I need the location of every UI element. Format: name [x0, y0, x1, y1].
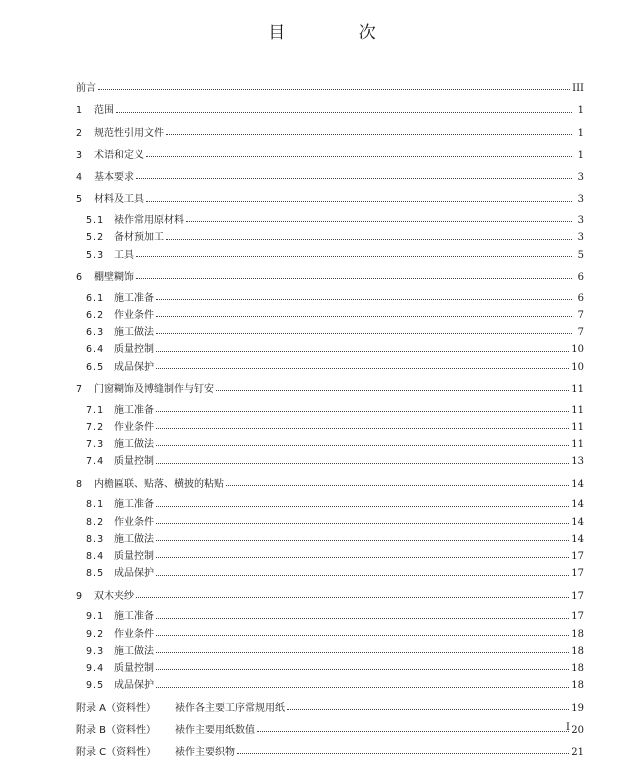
- toc-entry[interactable]: [76, 660, 584, 677]
- toc-entry-number: 9: [76, 590, 83, 602]
- toc-entry-label: 作业条件: [114, 516, 154, 528]
- toc-dot-leader: [156, 687, 569, 688]
- toc-entry-label: 施工做法: [114, 645, 154, 657]
- toc-dot-leader: [156, 445, 569, 446]
- toc-dot-leader: [136, 278, 572, 279]
- toc-entry[interactable]: [76, 324, 584, 341]
- toc-page-number: 3: [577, 215, 584, 226]
- toc-page-number: 18: [571, 645, 584, 657]
- toc-entry-label: 裱作主要用纸数值: [175, 724, 255, 736]
- toc-entry-label: 棚壁糊饰: [94, 271, 134, 283]
- toc-page-number: 1: [577, 149, 584, 161]
- toc-entry[interactable]: [76, 700, 584, 717]
- toc-dot-leader: [156, 351, 569, 352]
- toc-entry-label: 备材预加工: [114, 232, 164, 244]
- toc-page-number: 10: [571, 361, 584, 373]
- toc-entry-number: 8.4: [86, 551, 105, 562]
- toc-page-number: 10: [571, 344, 584, 356]
- toc-entry-number: 7.4: [86, 456, 105, 468]
- toc-dot-leader: [156, 652, 569, 653]
- toc-entry[interactable]: [76, 626, 584, 643]
- toc-dot-leader: [136, 178, 572, 179]
- toc-dot-leader: [136, 256, 572, 257]
- toc-entry[interactable]: [76, 229, 584, 246]
- toc-entry-label: 门窗糊饰及博缝制作与钉安: [94, 383, 214, 395]
- toc-entry-label: 裱作主要织物: [175, 747, 235, 758]
- toc-page-number: 7: [577, 327, 584, 338]
- toc-entry-label: 施工做法: [114, 533, 154, 545]
- toc-entry-number: 9.1: [86, 611, 105, 623]
- toc-entry[interactable]: [76, 496, 584, 513]
- page-title: 目 次: [268, 23, 410, 43]
- toc-entry-label: 成品保护: [114, 361, 154, 373]
- toc-entry-label: 作业条件: [114, 628, 154, 640]
- toc-page-number: 3: [577, 172, 584, 183]
- toc-dot-leader: [186, 221, 572, 222]
- toc-entry-label: 施工做法: [114, 327, 154, 338]
- toc-entry-label: 施工准备: [114, 499, 154, 511]
- toc-entry-label: 范围: [94, 105, 114, 117]
- toc-entry-label: 施工准备: [114, 404, 154, 416]
- toc-entry-number: 7.3: [86, 439, 105, 450]
- toc-entry-number: 7.1: [86, 404, 105, 416]
- toc-entry-label: 裱作常用原材料: [114, 215, 184, 226]
- toc-entry[interactable]: [76, 608, 584, 625]
- toc-entry-label: 质量控制: [114, 551, 154, 562]
- toc-dot-leader: [257, 731, 569, 732]
- toc-dot-leader: [156, 575, 569, 576]
- toc-entry[interactable]: [76, 359, 584, 376]
- toc-page-number: 11: [571, 383, 584, 395]
- toc-entry-number: 7.2: [86, 421, 105, 433]
- toc-entry-label: 质量控制: [114, 663, 154, 674]
- toc-entry[interactable]: [76, 269, 584, 286]
- toc-entry-label: 施工准备: [114, 611, 154, 623]
- toc-entry[interactable]: [76, 548, 584, 565]
- toc-entry-number: 8.5: [86, 568, 105, 580]
- toc-dot-leader: [156, 299, 572, 300]
- toc-entry-number: 9.4: [86, 663, 105, 674]
- toc-entry-number: 8.3: [86, 533, 105, 545]
- toc-entry-number: 6.3: [86, 327, 105, 338]
- toc-entry-label: 成品保护: [114, 680, 154, 692]
- toc-entry[interactable]: [76, 125, 584, 142]
- toc-entry-label: 工具: [114, 249, 134, 261]
- toc-dot-leader: [156, 618, 569, 619]
- toc-entry-number: 8: [76, 478, 83, 490]
- toc-entry[interactable]: [76, 381, 584, 398]
- toc-entry-label: 材料及工具: [94, 194, 144, 206]
- toc-entry-label: 成品保护: [114, 568, 154, 580]
- toc-entry[interactable]: [76, 290, 584, 307]
- toc-entry[interactable]: [76, 102, 584, 119]
- toc-dot-leader: [226, 485, 569, 486]
- toc-entry-label: 作业条件: [114, 421, 154, 433]
- toc-entry-label: 裱作各主要工序常规用纸: [175, 702, 285, 714]
- toc-page-number: 1: [577, 127, 584, 139]
- toc-page-number: 20: [571, 724, 584, 736]
- toc-entry-number: 6.1: [86, 292, 105, 304]
- toc-page-number: 17: [571, 611, 584, 623]
- toc-page-number: 7: [577, 309, 584, 321]
- toc-page-number: 5: [577, 249, 584, 261]
- toc-entry[interactable]: [76, 436, 584, 453]
- toc-entry[interactable]: [76, 419, 584, 436]
- toc-entry[interactable]: [76, 588, 584, 605]
- toc-dot-leader: [146, 156, 572, 157]
- toc-page-number: 17: [571, 568, 584, 580]
- toc-dot-leader: [156, 669, 569, 670]
- toc-entry[interactable]: [76, 476, 584, 493]
- footer-page-number: I: [566, 722, 570, 733]
- toc-entry-number: 3: [76, 149, 83, 161]
- toc-entry-number: 5.2: [86, 232, 105, 244]
- toc-entry-label: 基本要求: [94, 172, 134, 183]
- toc-page-number: 18: [571, 628, 584, 640]
- toc-entry[interactable]: [76, 453, 584, 470]
- toc-entry[interactable]: [76, 247, 584, 264]
- toc-dot-leader: [156, 428, 569, 429]
- toc-dot-leader: [156, 635, 569, 636]
- toc-entry-label: 内檐匾联、贴落、横披的粘贴: [94, 478, 224, 490]
- toc-entry-number: 6.5: [86, 361, 105, 373]
- toc-annex-id: 附录 B（资料性）: [76, 724, 157, 736]
- toc-entry-number: 9.3: [86, 645, 105, 657]
- toc-entry-number: 6.2: [86, 309, 105, 321]
- toc-dot-leader: [156, 316, 572, 317]
- toc-page-number: 1: [577, 105, 584, 117]
- toc-entry[interactable]: [76, 643, 584, 660]
- toc-entry-label: 规范性引用文件: [94, 127, 164, 139]
- toc-entry-number: 8.1: [86, 499, 105, 511]
- toc-page-number: 14: [571, 499, 584, 511]
- toc-page-number: III: [572, 83, 584, 94]
- toc-entry-number: 2: [76, 127, 83, 139]
- toc-page-number: 3: [577, 194, 584, 206]
- toc-page-number: 17: [571, 590, 584, 602]
- toc-entry[interactable]: [76, 307, 584, 324]
- toc-entry-number: 8.2: [86, 516, 105, 528]
- toc-entry[interactable]: [76, 169, 584, 186]
- toc-page-number: 14: [571, 533, 584, 545]
- toc-page-number: 11: [571, 421, 584, 433]
- toc-entry[interactable]: [76, 341, 584, 358]
- toc-entry-number: 6.4: [86, 344, 105, 356]
- toc-entry-number: 1: [76, 105, 83, 117]
- toc-entry-label: 施工准备: [114, 292, 154, 304]
- toc-dot-leader: [156, 368, 569, 369]
- toc-dot-leader: [146, 201, 572, 202]
- toc-dot-leader: [156, 540, 569, 541]
- toc-page-number: 14: [571, 516, 584, 528]
- toc-dot-leader: [116, 112, 572, 113]
- toc-page-number: 18: [571, 680, 584, 692]
- toc-entry-label: 质量控制: [114, 456, 154, 468]
- toc-page-number: 11: [571, 439, 584, 450]
- toc-entry[interactable]: [76, 191, 584, 208]
- toc-entry[interactable]: [76, 80, 584, 97]
- toc-entry-label: 施工做法: [114, 439, 154, 450]
- toc-dot-leader: [136, 597, 569, 598]
- toc-page-number: 6: [577, 271, 584, 283]
- toc-dot-leader: [216, 390, 569, 391]
- toc-entry-label: 双木夹纱: [94, 590, 134, 602]
- toc-entry-number: 9.2: [86, 628, 105, 640]
- toc-annex-id: 附录 A（资料性）: [76, 702, 157, 714]
- toc-dot-leader: [166, 134, 572, 135]
- toc-entry-number: 9.5: [86, 680, 105, 692]
- toc-page-number: 21: [571, 747, 584, 758]
- toc-dot-leader: [166, 239, 572, 240]
- toc-entry[interactable]: [76, 212, 584, 229]
- toc-dot-leader: [156, 506, 569, 507]
- toc-entry[interactable]: [76, 147, 584, 164]
- toc-entry[interactable]: [76, 514, 584, 531]
- toc-dot-leader: [287, 709, 569, 710]
- toc-dot-leader: [156, 557, 569, 558]
- toc-page-number: 14: [571, 478, 584, 490]
- table-of-contents: [76, 80, 584, 761]
- toc-entry-label: 作业条件: [114, 309, 154, 321]
- toc-entry[interactable]: [76, 565, 584, 582]
- toc-entry-label: 术语和定义: [94, 149, 144, 161]
- toc-page-number: 3: [577, 232, 584, 244]
- toc-page-number: 18: [571, 663, 584, 674]
- toc-entry-number: 6: [76, 271, 83, 283]
- toc-entry-number: 7: [76, 383, 83, 395]
- toc-page-number: 6: [577, 292, 584, 304]
- toc-entry[interactable]: [76, 722, 584, 739]
- toc-entry[interactable]: [76, 402, 584, 419]
- toc-entry-label: 前言: [76, 83, 96, 94]
- toc-page-number: 11: [571, 404, 584, 416]
- toc-entry-number: 4: [76, 172, 83, 183]
- toc-entry-number: 5: [76, 194, 83, 206]
- toc-annex-id: 附录 C（资料性）: [76, 747, 157, 758]
- toc-dot-leader: [237, 753, 569, 754]
- toc-page-number: 19: [571, 702, 584, 714]
- toc-dot-leader: [156, 463, 569, 464]
- toc-entry[interactable]: [76, 531, 584, 548]
- toc-entry-number: 5.1: [86, 215, 105, 226]
- toc-page-number: 17: [571, 551, 584, 562]
- toc-entry-number: 5.3: [86, 249, 105, 261]
- toc-dot-leader: [156, 411, 569, 412]
- toc-dot-leader: [98, 89, 570, 90]
- toc-page-number: 13: [571, 456, 584, 468]
- toc-dot-leader: [156, 523, 569, 524]
- toc-dot-leader: [156, 333, 572, 334]
- toc-entry-label: 质量控制: [114, 344, 154, 356]
- toc-entry[interactable]: [76, 677, 584, 694]
- toc-entry[interactable]: [76, 744, 584, 761]
